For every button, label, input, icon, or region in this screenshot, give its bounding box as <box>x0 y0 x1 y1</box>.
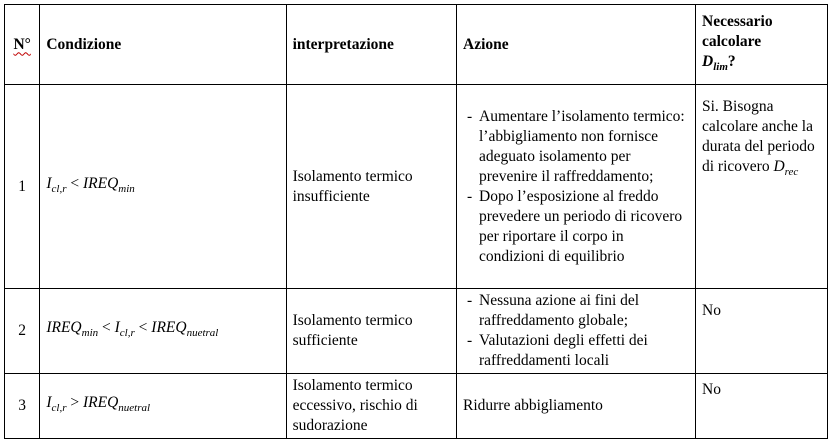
header-calc: Necessario calcolare $D_{lim}$? <box>696 5 828 85</box>
action-cell: Ridurre abbigliamento <box>457 374 696 439</box>
row-number: 2 <box>5 289 40 374</box>
interpretation-cell: Isolamento termico insufficiente <box>286 85 456 289</box>
header-interpretation: interpretazione <box>286 5 456 85</box>
action-item: - Valutazioni degli effetti dei raffreddamenti locali <box>467 331 689 371</box>
condition-cell: $I_{cl,r}$ < $IREQ_{min}$ <box>40 85 286 289</box>
header-number: N° <box>5 5 40 85</box>
table-row <box>5 85 828 289</box>
row-number: 3 <box>5 374 40 439</box>
d-rec-symbol: $D_{rec}$ <box>773 158 799 179</box>
calc-cell: No <box>696 374 828 439</box>
requirements-table <box>4 4 828 439</box>
action-cell <box>457 85 696 289</box>
interpretation-cell: Isolamento termico eccessivo, rischio di sudorazione <box>286 374 456 439</box>
action-item: - Nessuna azione ai fini del raffreddamento globale; <box>467 291 689 331</box>
table-row <box>5 289 828 374</box>
d-lim-symbol: $D_{lim}$ <box>702 52 728 74</box>
action-item: - Aumentare l’isolamento termico: l’abbigliamento non fornisce adeguato isolamento per prevenire il raffreddamento; <box>467 107 689 187</box>
condition-cell: $IREQ_{min} < I_{cl,r}$ < $IREQ_{nuetral}$ <box>40 289 286 374</box>
calc-cell: No <box>696 289 828 374</box>
calc-cell: Si. Bisogna calcolare anche la durata del periodo di ricovero $D_{rec}$ <box>696 85 828 289</box>
header-action: Azione <box>457 5 696 85</box>
condition-cell: $I_{cl,r}$ > $IREQ_{nuetral}$ <box>40 374 286 439</box>
action-item: - Dopo l’esposizione al freddo prevedere un periodo di ricovero per riportare il corpo in condizioni di equilibrio <box>467 187 689 267</box>
header-condition: Condizione <box>40 5 286 85</box>
row-number: 1 <box>5 85 40 289</box>
table-header-row <box>5 5 828 85</box>
interpretation-cell: Isolamento termico sufficiente <box>286 289 456 374</box>
table-row <box>5 374 828 439</box>
action-cell <box>457 289 696 374</box>
